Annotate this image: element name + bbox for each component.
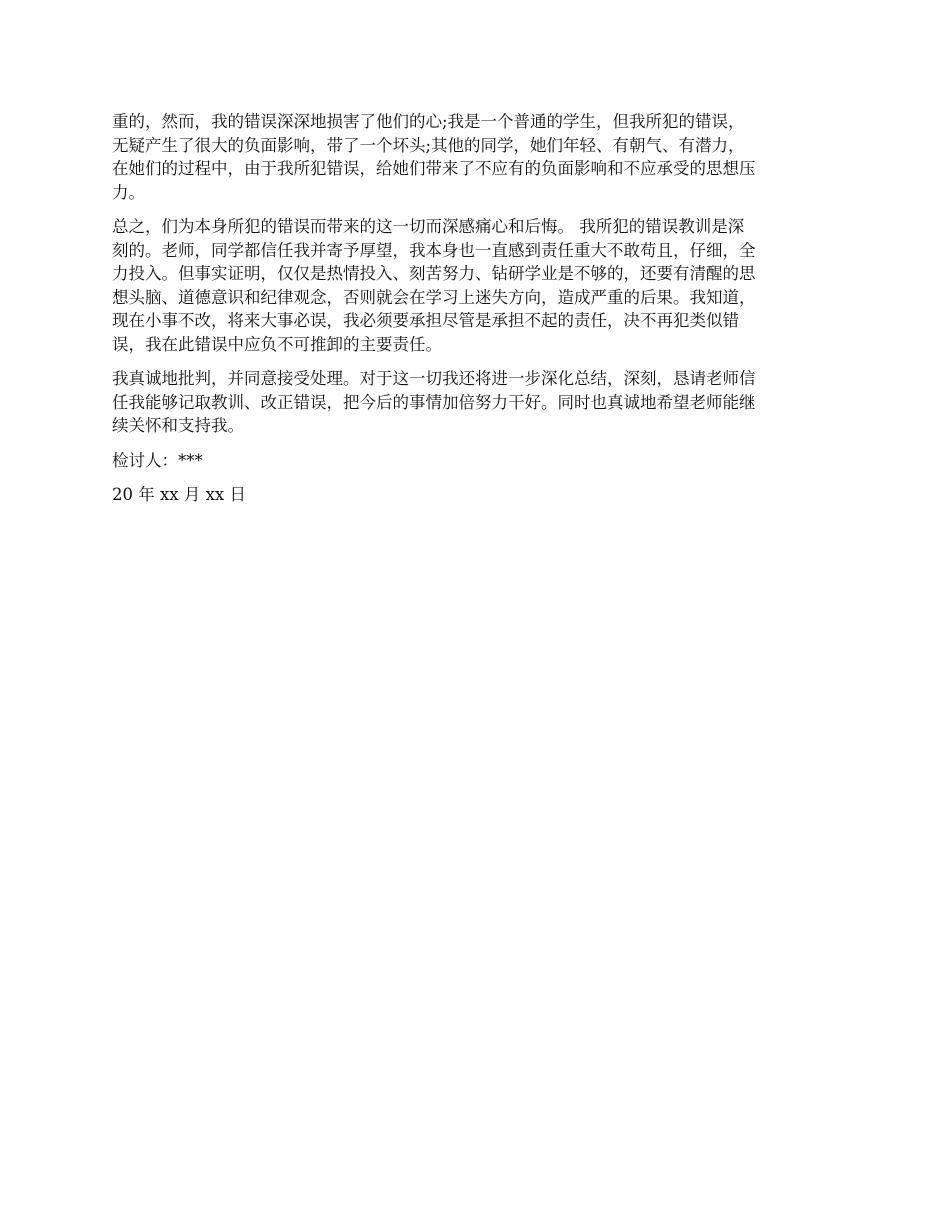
paragraph-line: 在她们的过程中，由于我所犯错误，给她们带来了不应有的负面影响和不应承受的思想压 <box>112 159 756 178</box>
paragraph-line: 现在小事不改，将来大事必误，我必须要承担尽管是承担不起的责任，决不再犯类似错 <box>112 311 739 330</box>
signature-line: 检讨人：*** <box>112 450 203 470</box>
date-line: 20 年 xx 月 xx 日 <box>112 485 246 504</box>
paragraph-line: 任我能够记取教训、改正错误，把今后的事情加倍努力干好。同时也真诚地希望老师能继 <box>112 392 756 412</box>
paragraph-line: 续关怀和支持我。 <box>112 416 244 435</box>
paragraph-1 <box>112 110 840 204</box>
paragraph-3 <box>112 367 840 438</box>
paragraph-2 <box>112 215 840 356</box>
paragraph-line: 无疑产生了很大的负面影响，带了一个坏头;其他的同学，她们年轻、有朝气、有潜力， <box>112 135 745 155</box>
paragraph-line: 我真诚地批判，并同意接受处理。对于这一切我还将进一步深化总结，深刻，恳请老师信 <box>112 369 756 388</box>
paragraph-line: 重的，然而，我的错误深深地损害了他们的心;我是一个普通的学生，但我所犯的错误， <box>112 112 745 131</box>
document-body <box>112 110 840 518</box>
paragraph-line: 想头脑、道德意识和纪律观念，否则就会在学习上迷失方向，造成严重的后果。我知道， <box>112 287 756 307</box>
paragraph-line: 总之，们为本身所犯的错误而带来的这一切而深感痛心和后悔。 我所犯的错误教训是深 <box>112 217 745 236</box>
paragraph-line: 误，我在此错误中应负不可推卸的主要责任。 <box>112 334 442 354</box>
paragraph-line: 力。 <box>112 182 145 202</box>
paragraph-line: 力投入。但事实证明，仅仅是热情投入、刻苦努力、钻研学业是不够的，还要有清醒的思 <box>112 264 756 283</box>
paragraph-line: 刻的。老师，同学都信任我并寄予厚望，我本身也一直感到责任重大不敢苟且，仔细，全 <box>112 240 756 260</box>
